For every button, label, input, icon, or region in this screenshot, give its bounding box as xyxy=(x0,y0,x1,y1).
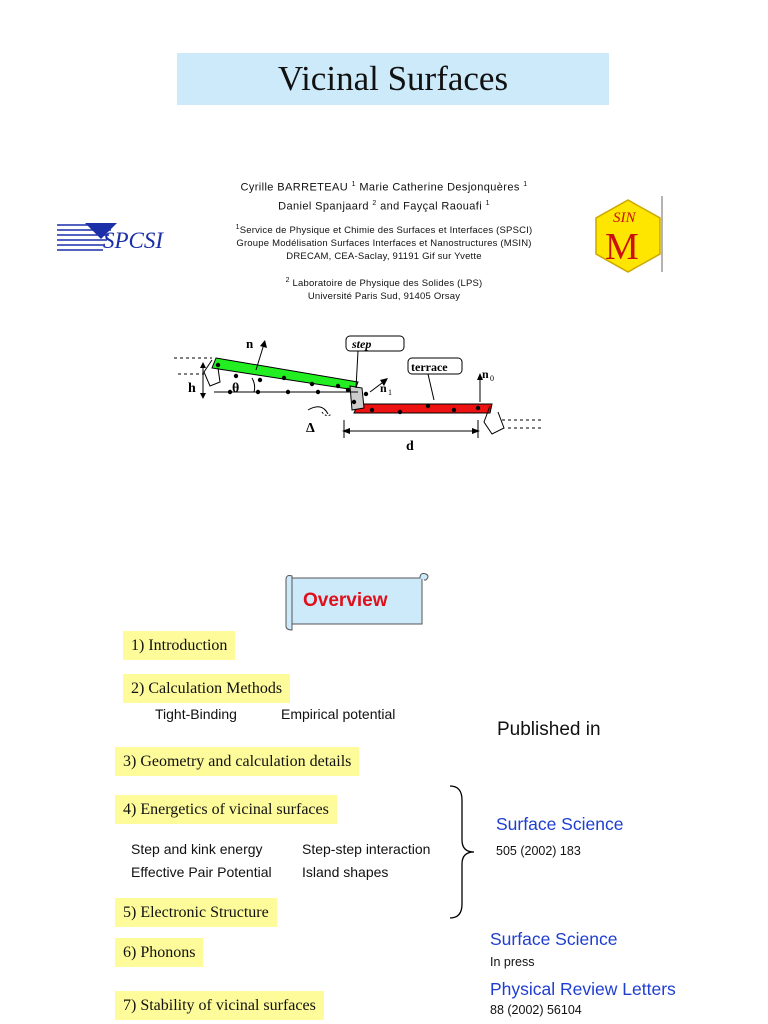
journal-3: Physical Review Letters xyxy=(490,979,676,999)
affiliation-1-line-2: Groupe Modélisation Surfaces Interfaces et Nanostructures (MSIN) xyxy=(236,238,532,250)
m-logo-text: M xyxy=(605,226,639,268)
page-title: Vicinal Surfaces xyxy=(177,53,609,105)
terrace-label: terrace xyxy=(411,360,448,374)
distance-d-label: d xyxy=(406,439,414,454)
normal-n0-subscript: 0 xyxy=(490,374,494,383)
method-empirical-potential: Empirical potential xyxy=(281,706,396,722)
section-phonons: 6) Phonons xyxy=(115,938,203,967)
spcsi-logo-text: SPCSI xyxy=(103,228,164,253)
journal-2-ref: In press xyxy=(490,955,535,969)
author-1-affil: 1 xyxy=(351,181,356,188)
affiliation-2-marker: 2 xyxy=(285,277,290,284)
author-3: Daniel Spanjaard xyxy=(278,200,369,213)
normal-n-label: n xyxy=(246,336,254,351)
angle-theta-label: θ xyxy=(232,381,240,396)
affiliation-1-line-3: DRECAM, CEA-Saclay, 91191 Gif sur Yvette xyxy=(286,251,482,263)
method-tight-binding: Tight-Binding xyxy=(155,706,237,722)
journal-3-ref: 88 (2002) 56104 xyxy=(490,1003,582,1017)
affiliation-1 xyxy=(180,221,588,263)
affiliation-1-marker: 1 xyxy=(235,224,240,231)
journal-1-ref: 505 (2002) 183 xyxy=(496,844,581,858)
energetics-island-shapes: Island shapes xyxy=(302,864,389,880)
section-calculation-methods: 2) Calculation Methods xyxy=(123,674,290,703)
journal-1: Surface Science xyxy=(496,814,624,834)
author-2-affil: 1 xyxy=(523,181,528,188)
published-in-heading: Published in xyxy=(497,719,601,740)
sin-logo-text: SIN xyxy=(613,210,636,226)
author-1: Cyrille BARRETEAU xyxy=(240,181,349,194)
affiliation-2-line-2: Université Paris Sud, 91405 Orsay xyxy=(307,291,461,303)
height-h-label: h xyxy=(188,381,196,396)
energetics-pair-potential: Effective Pair Potential xyxy=(131,864,272,880)
delta-label: Δ xyxy=(306,421,315,436)
curly-brace xyxy=(446,784,478,920)
section-electronic-structure: 5) Electronic Structure xyxy=(115,898,277,927)
sin-m-logo xyxy=(592,196,664,274)
overview-heading: Overview xyxy=(303,590,388,611)
author-2: Marie Catherine Desjonquères xyxy=(359,181,520,194)
journal-2: Surface Science xyxy=(490,929,618,949)
authors-block: Cyrille BARRETEAU $^1$ Marie Catherine Desjonquères $^1$ Daniel Spanjaard $^2$ and Fayçal Raouafi $^1$ xyxy=(240,181,528,213)
affiliation-2-line-1: Laboratoire de Physique des Solides (LPS) xyxy=(292,278,483,290)
section-energetics: 4) Energetics of vicinal surfaces xyxy=(115,795,337,824)
section-stability: 7) Stability of vicinal surfaces xyxy=(115,991,324,1020)
author-3-affil: 2 xyxy=(372,199,377,207)
affiliation-2 xyxy=(180,274,588,303)
author-4-affil: 1 xyxy=(485,199,490,207)
step-label: step xyxy=(352,337,372,351)
normal-n1-label: n xyxy=(380,381,387,395)
energetics-step-step: Step-step interaction xyxy=(302,841,431,857)
vicinal-surface-diagram xyxy=(172,330,552,458)
section-introduction: 1) Introduction xyxy=(123,631,235,660)
affiliation-1-line-1: Service de Physique et Chimie des Surfaces et Interfaces (SPSCI) xyxy=(239,225,533,237)
normal-n1-subscript: 1 xyxy=(388,388,392,397)
normal-n0-label: n xyxy=(482,367,489,381)
author-4: Fayçal Raouafi xyxy=(403,200,483,213)
spcsi-logo xyxy=(55,219,175,255)
energetics-step-kink: Step and kink energy xyxy=(131,841,263,857)
section-geometry: 3) Geometry and calculation details xyxy=(115,747,359,776)
